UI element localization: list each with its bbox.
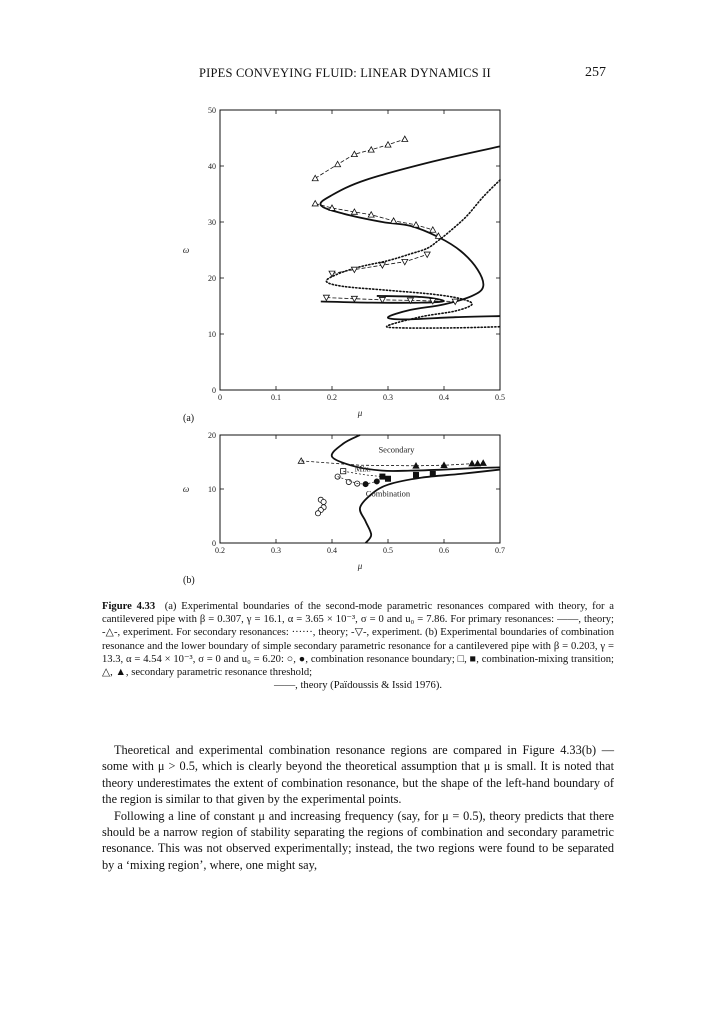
open-circle-marker (315, 511, 320, 516)
open-triangle-marker (368, 147, 374, 152)
series-secondary-experiment (329, 252, 430, 276)
open-triangle-marker (335, 161, 341, 166)
annotation-mix: Mix. (354, 463, 371, 474)
series-combination-resonance-boundary-open- (315, 474, 359, 516)
series-primary-experiment-lower- (312, 201, 441, 239)
y-tick-label: 20 (208, 274, 216, 283)
x-tick-label: 0.4 (327, 546, 337, 555)
open-triangle-marker (312, 175, 318, 180)
x-tick-label: 0.2 (327, 393, 337, 402)
series-theory-boundary-lower- (360, 470, 500, 543)
secondary-threshold-dashed-line (301, 461, 483, 466)
panel-b-label: (b) (183, 575, 195, 586)
open-triangle-marker (385, 142, 391, 147)
open-circle-marker (346, 479, 351, 484)
open-circle-marker (321, 499, 326, 504)
y-tick-label: 30 (208, 218, 216, 227)
x-tick-label: 0.3 (271, 546, 281, 555)
series-secondary-threshold-open- (298, 458, 304, 463)
series-secondary-theory (326, 180, 500, 328)
x-tick-label: 0.1 (271, 393, 281, 402)
series-secondary-threshold-filled- (413, 460, 486, 468)
y-tick-label: 10 (208, 485, 216, 494)
y-tick-label: 40 (208, 162, 216, 171)
open-inverted-triangle-marker (424, 252, 430, 257)
running-header (0, 66, 716, 84)
open-triangle-marker (298, 458, 304, 463)
series-primary-theory (320, 146, 500, 319)
y-tick-label: 50 (208, 106, 216, 115)
x-tick-label: 0.3 (383, 393, 393, 402)
body-text (102, 742, 614, 873)
x-axis-label: μ (357, 561, 363, 571)
filled-square-marker (385, 476, 390, 481)
x-axis-label: μ (357, 408, 363, 418)
x-tick-label: 0 (218, 393, 222, 402)
x-tick-label: 0.6 (439, 546, 449, 555)
open-triangle-marker (402, 136, 408, 141)
open-triangle-marker (312, 201, 318, 206)
body-paragraph: Theoretical and experimental combination resonance regions are compared in Figure 4.33(b) — some with μ > 0.5, which is clearly beyond the theoretical assumption that μ is small. It is noted that theory underestimates the extent of combination resonance, but the shape of the left-hand boundary of the region is similar to that given by the experimental points. (102, 743, 614, 807)
y-tick-label: 0 (212, 386, 216, 395)
y-axis-label: ω (182, 484, 190, 494)
series-line (320, 146, 500, 319)
y-tick-label: 10 (208, 330, 216, 339)
series-line (332, 254, 427, 273)
open-triangle-marker (413, 222, 419, 227)
series-combination-resonance-boundary-filled- (363, 479, 379, 487)
y-tick-label: 20 (208, 431, 216, 440)
x-tick-label: 0.2 (215, 546, 225, 555)
open-triangle-marker (430, 227, 436, 232)
annotation-combination: Combination (365, 488, 411, 499)
figure-4-33a-chart (170, 100, 520, 420)
caption-label: Figure 4.33 (102, 601, 156, 612)
filled-square-marker (430, 471, 435, 476)
y-axis-label: ω (182, 245, 190, 255)
filled-square-marker (413, 472, 418, 477)
panel-a-label: (a) (183, 413, 195, 424)
caption-last-line: ——, theory (Païdoussis & Issid 1976). (273, 680, 443, 692)
y-tick-label: 0 (212, 539, 216, 548)
figure-4-33b-chart (170, 425, 520, 585)
page-number: 257 (585, 65, 606, 80)
open-inverted-triangle-marker (402, 259, 408, 264)
x-tick-label: 0.5 (495, 393, 505, 402)
x-tick-label: 0.4 (439, 393, 449, 402)
series-primary-experiment (312, 136, 408, 181)
body-paragraph: Following a line of constant μ and increasing frequency (say, for μ = 0.5), theory predicts that there should be a narrow region of stability separating the regions of combination and secondary parametric resonance. This was not observed experimentally; instead, the two regions were found to be separated by a ‘mixing region’, where, one might say, (102, 808, 614, 872)
filled-triangle-marker (480, 460, 486, 465)
running-header-title: PIPES CONVEYING FLUID: LINEAR DYNAMICS II (199, 66, 491, 80)
series-line (326, 180, 500, 328)
caption-text: (a) Experimental boundaries of the second-mode parametric resonances compared with theory, for a cantilevered pipe with β = 0.307, γ = 16.1, α = 3.65 × 10⁻³, σ = 0 and u₀ = 7.86. For primary resonances: ——, theory; -△-, experiment. For secondary resonances: ······, theory; -▽-, experiment. (b) Experimental boundaries of combination resonance and the lower boundary of simple secondary parametric resonance for a cantilevered pipe with β = 0.203, γ = 13.3, α = 4.54 × 10⁻³, σ = 0 and u₀ = 6.20: ○, ●, combination resonance boundary; □, ■, combination-mixing transition; △, ▲, secondary parametric resonance threshold; (102, 601, 614, 679)
series-line (360, 470, 500, 543)
plot-frame (220, 435, 500, 543)
figure-caption (102, 600, 614, 692)
x-tick-label: 0.5 (383, 546, 393, 555)
x-tick-label: 0.7 (495, 546, 505, 555)
annotation-secondary: Secondary (378, 444, 415, 455)
